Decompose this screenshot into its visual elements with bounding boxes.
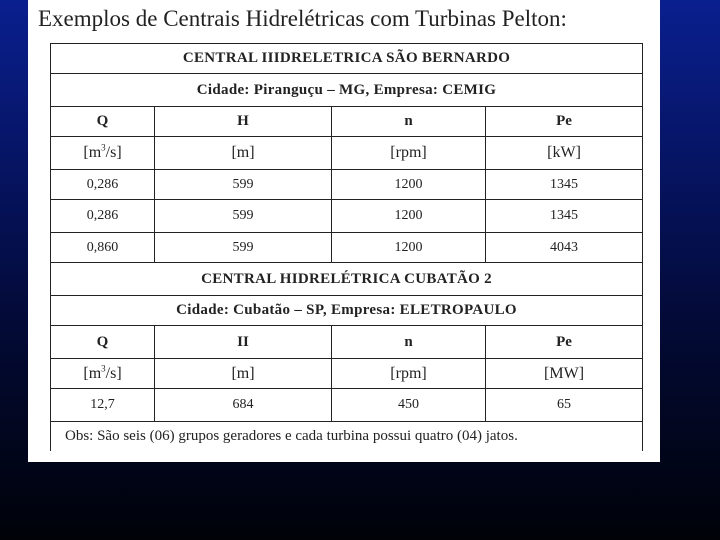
cell-pe: 1345 [486, 170, 643, 200]
cell-h: 599 [155, 233, 332, 263]
unit-n: [rpm] [332, 359, 486, 389]
col-header-q: Q [51, 107, 155, 137]
note-row [51, 422, 643, 452]
unit-n: [rpm] [332, 137, 486, 170]
note-text: Obs: São seis (06) grupos geradores e cada turbina possui quatro (04) jatos. [51, 422, 643, 452]
unit-h: [m] [155, 359, 332, 389]
plant1-name: CENTRAL IIIDRELETRICA SÃO BERNARDO [51, 44, 643, 74]
unit-q-pre: [m [83, 364, 102, 382]
col-header-pe: Pe [486, 326, 643, 359]
cell-h: 599 [155, 170, 332, 200]
cell-n: 1200 [332, 233, 486, 263]
col-header-pe: Pe [486, 107, 643, 137]
plant1-info: Cidade: Piranguçu – MG, Empresa: CEMIG [51, 74, 643, 107]
cell-pe: 65 [486, 389, 643, 422]
cell-h: 599 [155, 200, 332, 233]
cell-pe: 1345 [486, 200, 643, 233]
col-header-h: H [155, 107, 332, 137]
cell-q: 0,860 [51, 233, 155, 263]
plant1-info-row [51, 74, 643, 107]
plant1-header-row [51, 107, 643, 137]
unit-pe: [MW] [486, 359, 643, 389]
unit-pe: [kW] [486, 137, 643, 170]
unit-q [51, 359, 155, 389]
unit-h: [m] [155, 137, 332, 170]
unit-q-sup: 3 [101, 363, 106, 374]
cell-q: 0,286 [51, 170, 155, 200]
slide-title: Exemplos de Centrais Hidrelétricas com Turbinas Pelton: [38, 6, 567, 31]
cell-h: 684 [155, 389, 332, 422]
plant1-name-row [51, 44, 643, 74]
cell-n: 1200 [332, 170, 486, 200]
plant2-header-row [51, 326, 643, 359]
cell-q: 0,286 [51, 200, 155, 233]
plant2-info-row [51, 296, 643, 326]
cell-pe: 4043 [486, 233, 643, 263]
plant1-units-row [51, 137, 643, 170]
unit-q-post: /s] [105, 144, 122, 161]
col-header-n: n [332, 326, 486, 359]
table-row [51, 170, 643, 200]
col-header-q: Q [51, 326, 155, 359]
unit-q-post: /s] [105, 364, 122, 382]
table-row [51, 233, 643, 263]
pelton-plants-table [50, 43, 643, 451]
cell-n: 450 [332, 389, 486, 422]
col-header-h: II [155, 326, 332, 359]
plant2-name-row [51, 263, 643, 296]
plant2-name: CENTRAL HIDRELÉTRICA CUBATÃO 2 [51, 263, 643, 296]
table-row [51, 389, 643, 422]
unit-q-pre: [m [83, 144, 102, 161]
plant2-units-row [51, 359, 643, 389]
cell-q: 12,7 [51, 389, 155, 422]
plant2-info: Cidade: Cubatão – SP, Empresa: ELETROPAULO [51, 296, 643, 326]
unit-q-sup: 3 [101, 142, 106, 153]
cell-n: 1200 [332, 200, 486, 233]
table-row [51, 200, 643, 233]
unit-q [51, 137, 155, 170]
col-header-n: n [332, 107, 486, 137]
